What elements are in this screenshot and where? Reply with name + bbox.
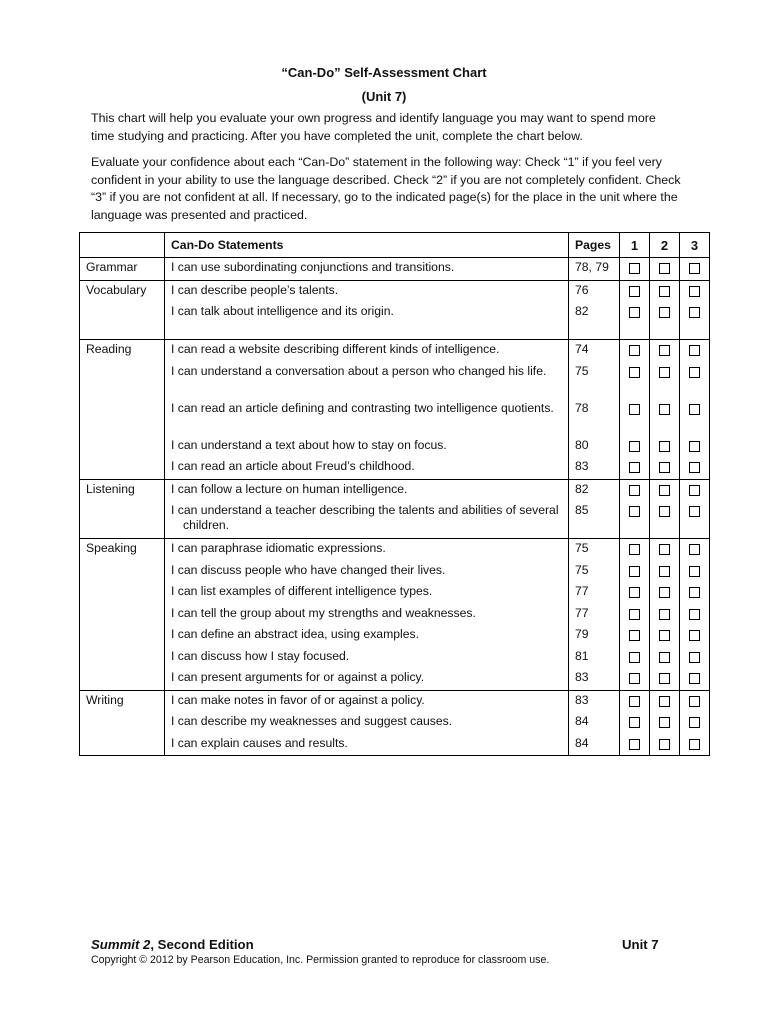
- statement-text: I can describe people’s talents.: [171, 282, 339, 297]
- category-label: [80, 647, 165, 669]
- table-row: [80, 501, 710, 539]
- rating-cell-1: [620, 501, 650, 539]
- rating-cell-3: [680, 436, 710, 458]
- rating-cell-2: [650, 539, 680, 561]
- checkbox-3[interactable]: [689, 717, 700, 728]
- checkbox-2[interactable]: [659, 404, 670, 415]
- rating-cell-3: [680, 734, 710, 756]
- table-row: [80, 712, 710, 734]
- statement-text: I can paraphrase idiomatic expressions.: [171, 541, 386, 555]
- table-header-row: [80, 233, 710, 258]
- table-row: [80, 582, 710, 604]
- statement-text: I can list examples of different intelligence types.: [171, 584, 433, 598]
- rating-cell-1: [620, 457, 650, 479]
- checkbox-2[interactable]: [659, 367, 670, 378]
- pages-cell: 84: [569, 712, 620, 734]
- page-title: “Can-Do” Self-Assessment Chart: [281, 65, 487, 80]
- statement-cell: [165, 302, 569, 340]
- rating-cell-1: [620, 399, 650, 436]
- statement-cell: [165, 668, 569, 690]
- pages-cell: 78, 79: [569, 258, 620, 281]
- checkbox-3[interactable]: [689, 485, 700, 496]
- pages-cell: 77: [569, 604, 620, 626]
- checkbox-2[interactable]: [659, 609, 670, 620]
- category-label: Reading: [80, 340, 165, 362]
- table-row: [80, 280, 710, 302]
- rating-cell-1: [620, 734, 650, 756]
- rating-cell-3: [680, 399, 710, 436]
- statement-cell: [165, 734, 569, 756]
- checkbox-1[interactable]: [629, 566, 640, 577]
- rating-cell-2: [650, 479, 680, 501]
- rating-cell-1: [620, 647, 650, 669]
- rating-cell-3: [680, 625, 710, 647]
- table-row: [80, 647, 710, 669]
- statement-cell: [165, 539, 569, 561]
- checkbox-1[interactable]: [629, 307, 640, 318]
- rating-cell-1: [620, 479, 650, 501]
- category-label: [80, 625, 165, 647]
- statement-text: I can describe my weaknesses and suggest causes.: [171, 714, 453, 728]
- pages-cell: 75: [569, 362, 620, 399]
- category-label: [80, 561, 165, 583]
- checkbox-2[interactable]: [659, 286, 670, 297]
- pages-cell: 80: [569, 436, 620, 458]
- statement-text: I can understand a conversation about a person who changed his life.: [171, 363, 547, 378]
- rating-cell-1: [620, 604, 650, 626]
- pages-cell: 76: [569, 280, 620, 302]
- statement-text: I can understand a text about how to stay on focus.: [171, 437, 447, 452]
- checkbox-2[interactable]: [659, 506, 670, 517]
- header-statements: Can-Do Statements: [165, 233, 569, 258]
- statement-text: I can make notes in favor of or against a policy.: [171, 692, 425, 707]
- header-col-2: 2: [650, 233, 680, 258]
- rating-cell-3: [680, 582, 710, 604]
- footer-book: [91, 937, 254, 952]
- statement-cell: [165, 604, 569, 626]
- rating-cell-3: [680, 668, 710, 690]
- rating-cell-3: [680, 712, 710, 734]
- can-do-table: [79, 232, 710, 756]
- rating-cell-2: [650, 280, 680, 302]
- statement-cell: [165, 690, 569, 712]
- footer-unit: Unit 7: [622, 937, 659, 952]
- category-label: [80, 362, 165, 399]
- pages-cell: 84: [569, 734, 620, 756]
- table-row: [80, 690, 710, 712]
- rating-cell-2: [650, 561, 680, 583]
- rating-cell-3: [680, 362, 710, 399]
- rating-cell-2: [650, 582, 680, 604]
- pages-cell: 83: [569, 668, 620, 690]
- table-row: [80, 668, 710, 690]
- rating-cell-1: [620, 302, 650, 340]
- checkbox-2[interactable]: [659, 307, 670, 318]
- statement-cell: [165, 399, 569, 436]
- rating-cell-1: [620, 712, 650, 734]
- checkbox-3[interactable]: [689, 696, 700, 707]
- category-label: Listening: [80, 479, 165, 501]
- rating-cell-3: [680, 258, 710, 281]
- checkbox-1[interactable]: [629, 263, 640, 274]
- checkbox-2[interactable]: [659, 587, 670, 598]
- checkbox-3[interactable]: [689, 566, 700, 577]
- statement-cell: [165, 501, 569, 539]
- checkbox-1[interactable]: [629, 441, 640, 452]
- table-body: [80, 258, 710, 756]
- statement-cell: [165, 625, 569, 647]
- category-label: [80, 734, 165, 756]
- statement-cell: [165, 561, 569, 583]
- checkbox-3[interactable]: [689, 307, 700, 318]
- rating-cell-2: [650, 436, 680, 458]
- checkbox-3[interactable]: [689, 506, 700, 517]
- statement-cell: [165, 582, 569, 604]
- instructions-paragraph: Evaluate your confidence about each “Can-Do” statement in the following way: Check “1” if you feel very confident in your ability to use the language described. Check “2” if you are not completely confident. Check “3” if you are not confident at all. If necessary, go to the indicated page(s) for the place in the unit where the language was presented and practiced.: [91, 155, 681, 222]
- category-label: Grammar: [80, 258, 165, 281]
- checkbox-2[interactable]: [659, 673, 670, 684]
- rating-cell-2: [650, 690, 680, 712]
- statement-text: I can follow a lecture on human intelligence.: [171, 481, 408, 496]
- checkbox-1[interactable]: [629, 673, 640, 684]
- checkbox-1[interactable]: [629, 630, 640, 641]
- checkbox-1[interactable]: [629, 652, 640, 663]
- checkbox-1[interactable]: [629, 286, 640, 297]
- category-label: [80, 712, 165, 734]
- table-row: [80, 340, 710, 362]
- statement-text: I can understand a teacher describing the talents and abilities of several children.: [171, 503, 559, 532]
- book-edition: , Second Edition: [150, 937, 254, 952]
- pages-cell: 83: [569, 690, 620, 712]
- category-label: [80, 436, 165, 458]
- checkbox-2[interactable]: [659, 652, 670, 663]
- statement-cell: [165, 340, 569, 362]
- category-label: Vocabulary: [80, 280, 165, 302]
- category-label: Speaking: [80, 539, 165, 561]
- checkbox-3[interactable]: [689, 367, 700, 378]
- rating-cell-1: [620, 258, 650, 281]
- rating-cell-1: [620, 668, 650, 690]
- rating-cell-2: [650, 258, 680, 281]
- rating-cell-3: [680, 302, 710, 340]
- rating-cell-3: [680, 457, 710, 479]
- rating-cell-1: [620, 280, 650, 302]
- checkbox-3[interactable]: [689, 404, 700, 415]
- rating-cell-2: [650, 457, 680, 479]
- checkbox-2[interactable]: [659, 630, 670, 641]
- table-row: [80, 539, 710, 561]
- checkbox-3[interactable]: [689, 652, 700, 663]
- category-label: [80, 604, 165, 626]
- rating-cell-3: [680, 280, 710, 302]
- rating-cell-3: [680, 647, 710, 669]
- header-col-3: 3: [690, 237, 699, 253]
- statement-text: I can discuss people who have changed their lives.: [171, 562, 446, 577]
- rating-cell-2: [650, 647, 680, 669]
- pages-cell: 85: [569, 501, 620, 539]
- copyright-notice: Copyright © 2012 by Pearson Education, Inc. Permission granted to reproduce for classroom use.: [91, 954, 550, 966]
- book-title: Summit 2: [91, 937, 151, 952]
- rating-cell-2: [650, 340, 680, 362]
- rating-cell-1: [620, 539, 650, 561]
- category-label: [80, 302, 165, 340]
- checkbox-3[interactable]: [689, 609, 700, 620]
- rating-cell-1: [620, 582, 650, 604]
- pages-cell: 81: [569, 647, 620, 669]
- table-row: [80, 625, 710, 647]
- category-label: [80, 457, 165, 479]
- rating-cell-2: [650, 362, 680, 399]
- checkbox-1[interactable]: [629, 717, 640, 728]
- checkbox-2[interactable]: [659, 717, 670, 728]
- statement-text: I can present arguments for or against a policy.: [171, 670, 425, 684]
- rating-cell-2: [650, 501, 680, 539]
- checkbox-1[interactable]: [629, 367, 640, 378]
- checkbox-2[interactable]: [659, 345, 670, 356]
- table-row: [80, 399, 710, 436]
- category-label: [80, 582, 165, 604]
- statement-cell: [165, 258, 569, 281]
- rating-cell-2: [650, 604, 680, 626]
- statement-text: I can explain causes and results.: [171, 735, 348, 750]
- checkbox-1[interactable]: [629, 587, 640, 598]
- checkbox-2[interactable]: [659, 462, 670, 473]
- rating-cell-1: [620, 690, 650, 712]
- rating-cell-1: [620, 362, 650, 399]
- table-row: [80, 457, 710, 479]
- checkbox-1[interactable]: [629, 485, 640, 496]
- table-row: [80, 734, 710, 756]
- statement-text: I can use subordinating conjunctions and transitions.: [171, 260, 455, 274]
- checkbox-3[interactable]: [689, 739, 700, 750]
- rating-cell-3: [680, 690, 710, 712]
- pages-cell: 79: [569, 625, 620, 647]
- pages-cell: 75: [569, 539, 620, 561]
- statement-cell: [165, 280, 569, 302]
- pages-cell: 77: [569, 582, 620, 604]
- rating-cell-1: [620, 561, 650, 583]
- checkbox-3[interactable]: [689, 630, 700, 641]
- checkbox-3[interactable]: [689, 263, 700, 274]
- table-row: [80, 479, 710, 501]
- checkbox-1[interactable]: [629, 462, 640, 473]
- page-subtitle: (Unit 7): [361, 89, 407, 104]
- table-row: [80, 258, 710, 281]
- pages-cell: 75: [569, 561, 620, 583]
- table-row: [80, 561, 710, 583]
- checkbox-1[interactable]: [629, 544, 640, 555]
- checkbox-2[interactable]: [659, 544, 670, 555]
- checkbox-2[interactable]: [659, 485, 670, 496]
- category-label: [80, 399, 165, 436]
- checkbox-1[interactable]: [629, 739, 640, 750]
- rating-cell-2: [650, 399, 680, 436]
- statement-text: I can talk about intelligence and its origin.: [171, 304, 394, 318]
- statement-text: I can read an article defining and contrasting two intelligence quotients.: [171, 400, 554, 415]
- category-label: [80, 501, 165, 539]
- intro-paragraph: This chart will help you evaluate your own progress and identify language you may want to spend more time studying and practicing. After you have completed the unit, complete the chart below.: [91, 111, 656, 143]
- checkbox-2[interactable]: [659, 566, 670, 577]
- checkbox-3[interactable]: [689, 544, 700, 555]
- checkbox-1[interactable]: [629, 609, 640, 620]
- statement-cell: [165, 647, 569, 669]
- pages-cell: 74: [569, 340, 620, 362]
- table-row: [80, 436, 710, 458]
- checkbox-2[interactable]: [659, 696, 670, 707]
- header-pages: Pages: [569, 233, 620, 258]
- statement-cell: [165, 457, 569, 479]
- rating-cell-2: [650, 302, 680, 340]
- statement-text: I can read an article about Freud’s childhood.: [171, 459, 415, 473]
- rating-cell-3: [680, 604, 710, 626]
- header-col-1: 1: [620, 233, 650, 258]
- rating-cell-2: [650, 734, 680, 756]
- checkbox-3[interactable]: [689, 441, 700, 452]
- table-row: [80, 604, 710, 626]
- header-category: [80, 233, 165, 258]
- statement-cell: [165, 362, 569, 399]
- statement-cell: [165, 712, 569, 734]
- statement-cell: [165, 436, 569, 458]
- statement-text: I can read a website describing different kinds of intelligence.: [171, 342, 500, 356]
- rating-cell-3: [680, 561, 710, 583]
- checkbox-3[interactable]: [689, 345, 700, 356]
- rating-cell-2: [650, 668, 680, 690]
- category-label: [80, 668, 165, 690]
- checkbox-2[interactable]: [659, 441, 670, 452]
- pages-cell: 78: [569, 399, 620, 436]
- checkbox-3[interactable]: [689, 286, 700, 297]
- statement-text: I can define an abstract idea, using examples.: [171, 627, 419, 641]
- checkbox-2[interactable]: [659, 739, 670, 750]
- checkbox-2[interactable]: [659, 263, 670, 274]
- checkbox-1[interactable]: [629, 404, 640, 415]
- statement-text: I can discuss how I stay focused.: [171, 648, 350, 663]
- pages-cell: 83: [569, 457, 620, 479]
- pages-cell: 82: [569, 302, 620, 340]
- rating-cell-2: [650, 625, 680, 647]
- rating-cell-1: [620, 625, 650, 647]
- pages-cell: 82: [569, 479, 620, 501]
- checkbox-1[interactable]: [629, 506, 640, 517]
- checkbox-1[interactable]: [629, 345, 640, 356]
- rating-cell-1: [620, 340, 650, 362]
- category-label: Writing: [80, 690, 165, 712]
- checkbox-3[interactable]: [689, 462, 700, 473]
- rating-cell-3: [680, 479, 710, 501]
- checkbox-1[interactable]: [629, 696, 640, 707]
- rating-cell-2: [650, 712, 680, 734]
- rating-cell-3: [680, 340, 710, 362]
- statement-cell: [165, 479, 569, 501]
- checkbox-3[interactable]: [689, 587, 700, 598]
- statement-text: I can tell the group about my strengths and weaknesses.: [171, 605, 476, 620]
- checkbox-3[interactable]: [689, 673, 700, 684]
- rating-cell-3: [680, 539, 710, 561]
- table-row: [80, 362, 710, 399]
- rating-cell-3: [680, 501, 710, 539]
- rating-cell-1: [620, 436, 650, 458]
- table-row: [80, 302, 710, 340]
